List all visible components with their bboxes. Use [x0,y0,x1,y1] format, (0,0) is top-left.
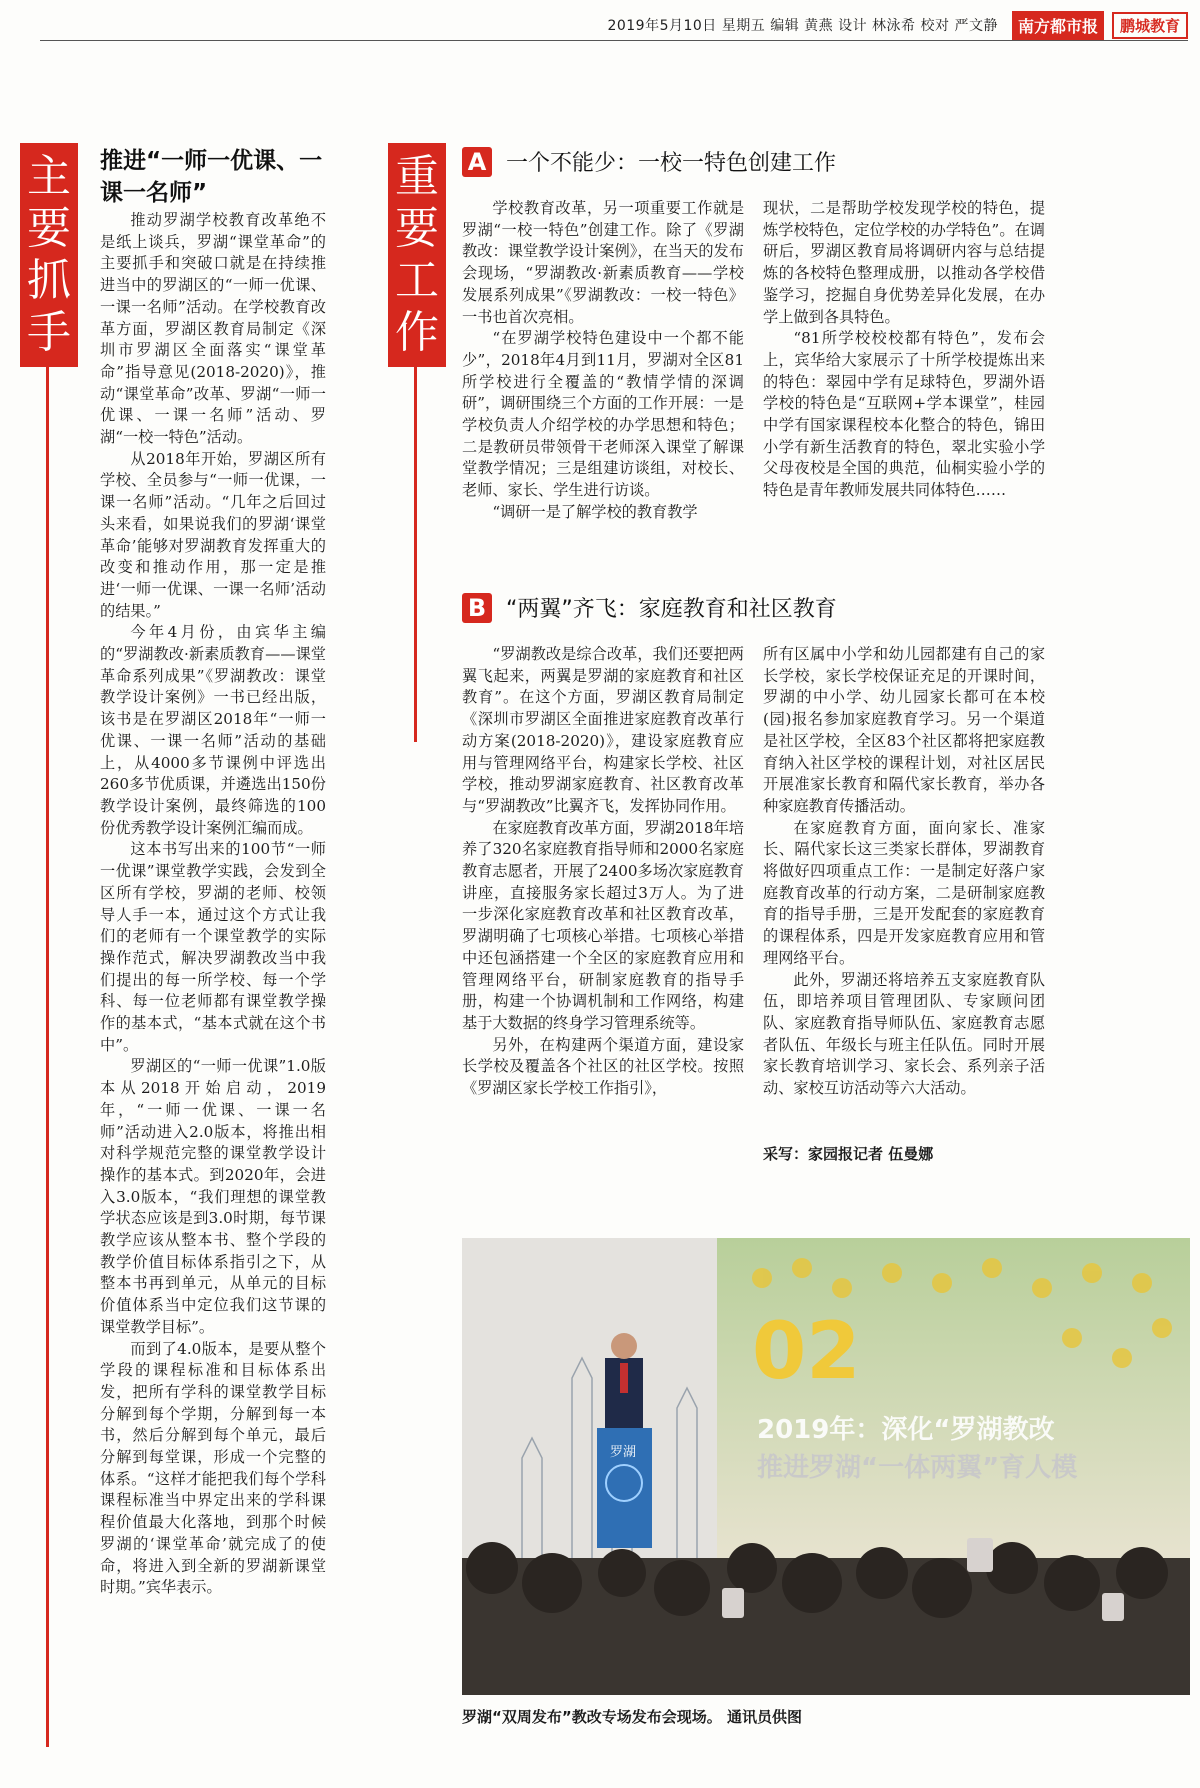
paragraph: 推动罗湖学校教育改革绝不是纸上谈兵，罗湖“课堂革命”的主要抓手和突破口就是在持续推进当中的罗湖区的“一师一优课、一课一名师”活动。在学校教育改革方面，罗湖区教育局制定《深圳市罗湖区全面落实“课堂革命”指导意见(2018-2020)》，推动“课堂革命”改革、罗湖“一师一优课、一课一名师”活动、罗湖“一校一特色”活动。 [100,211,326,447]
tag-char: 要 [395,203,439,254]
paragraph: 在家庭教育方面，面向家长、准家长、隔代家长这三类家长群体，罗湖教育将做好四项重点工作：一是制定好落户家庭教育改革的行动方案，二是研制家庭教育的指导手册，三是开发配套的家庭教育的课程体系，四是开发家庭教育应用和管理网络平台。 [763,818,1045,967]
paragraph: 这本书写出来的100节“一师一优课”课堂教学实践，会发到全区所有学校，罗湖的老师、校领导人手一本，通过这个方式让我们的老师有一个课堂教学的实际操作范式，解决罗湖教改当中我们提出的每一所学校、每一个学科、每一位老师都有课堂教学操作的基本式，“基本式就在这个书中”。 [100,840,326,1054]
paragraph: 罗湖区的“一师一优课”1.0版本从2018开始启动，2019年，“一师一优课、一课一名师”活动进入2.0版本，将推出相对科学规范完整的课堂教学设计操作的基本式。到2020年，会进入3.0版本，“我们理想的课堂教学状态应该是到3.0时期，每节课教学应该从整本书、整个学段的教学价值目标体系指引之下，从整本书再到单元，从单元的目标价值体系当中定位我们这节课的课堂教学目标”。 [100,1057,326,1336]
section-letter-b: B [462,593,492,623]
issue-meta: 2019年5月10日 星期五 编辑 黄燕 设计 林泳希 校对 严文静 [607,18,998,34]
event-photo [462,1238,1190,1695]
section-b-title: “两翼”齐飞：家庭教育和社区教育 [506,597,837,622]
paragraph: “调研一是了解学校的教育教学 [492,502,698,521]
mid-section-tag [388,143,446,367]
section-a-col1 [462,198,744,524]
tag-char: 工 [395,255,439,306]
event-photo-illustration [462,1238,1190,1695]
left-article-body [100,210,326,1599]
paragraph: 学校教育改革，另一项重要工作就是罗湖“一校一特色”创建工作。除了《罗湖教改：课堂教学设计案例》，在当天的发布会现场，“罗湖教改·新素质教育——学校发展系列成果”《罗湖教改：一校一特色》一书也首次亮相。 [462,199,744,326]
paragraph: 另外，在构建两个渠道方面，建设家长学校及覆盖各个社区的社区学校。按照《罗湖区家长学校工作指引》， [462,1035,744,1098]
paragraph: 此外，罗湖还将培养五支家庭教育队伍，即培养项目管理团队、专家顾问团队、家庭教育指导师队伍、家庭教育志愿者队伍、年级长与班主任队伍。同时开展家长教育培训学习、家长会、系列亲子活动、家校互访活动等六大活动。 [763,970,1045,1098]
tag-char: 抓 [27,255,71,306]
tag-char: 重 [395,151,439,202]
paragraph: “在罗湖学校特色建设中一个都不能少”，2018年4月到11月，罗湖对全区81所学校进行全覆盖的“教情学情的深调研”，调研围绕三个方面的工作开展：一是学校负责人介绍学校的办学思想和特色；二是教研员带领骨干老师深入课堂了解课堂教学情况；三是组建访谈组，对校长、老师、家长、学生进行访谈。 [462,329,744,500]
left-divider [46,362,49,1747]
screen-number: 02 [752,1307,861,1397]
tag-char: 主 [27,151,71,202]
mid-divider [414,362,417,742]
byline: 采写：家园报记者 伍曼娜 [763,1145,934,1163]
screen-line1: 2019年：深化“罗湖教改 [757,1415,1055,1445]
tag-char: 手 [27,307,71,358]
tag-char: 作 [395,307,439,358]
page-header [40,10,1188,41]
left-headline: 推进“一师一优课、一课一名师” [100,148,323,206]
section-b-col2 [763,644,1045,1100]
section-letter-a: A [462,147,492,177]
section-a-heading [462,146,836,177]
screen-line2: 推进罗湖“一体两翼”育人模 [757,1453,1078,1483]
photo-caption: 罗湖“双周发布”教改专场发布会现场。 通讯员供图 [462,1708,802,1726]
section-a-title: 一个不能少：一校一特色创建工作 [506,151,837,176]
section-logo: 鹏城教育 [1112,12,1188,39]
paragraph: “81所学校校校都有特色”，发布会上，宾华给大家展示了十所学校提炼出来的特色：翠园中学有足球特色，罗湖外语学校的特色是“互联网+学本课堂”，桂园中学有国家课程校本化整合的特色，锦田小学有新生活教育的特色，翠北实验小学父母夜校是全国的典范，仙桐实验小学的特色是青年教师发展共同体特色…… [763,329,1045,500]
newspaper-logo: 南方都市报 [1012,11,1104,40]
paragraph: 现状，二是帮助学校发现学校的特色，提炼学校特色，定位学校的办学特色”。在调研后，罗湖区教育局将调研内容与总结提炼的各校特色整理成册，以推动各学校借鉴学习，挖掘自身优势差异化发展，在办学上做到各具特色。 [763,199,1045,326]
left-section-tag [20,143,78,367]
paragraph: 所有区属中小学和幼儿园都建有自己的家长学校，家长学校保证充足的开课时间，罗湖的中小学、幼儿园家长都可在本校(园)报名参加家庭教育学习。另一个渠道是社区学校，全区83个社区都将把家庭教育纳入社区学校的课程计划，对社区居民开展准家长教育和隔代家长教育，举办各种家庭教育传播活动。 [763,645,1045,815]
section-b-col1 [462,644,744,1100]
paragraph: 从2018年开始，罗湖区所有学校、全员参与“一师一优课，一课一名师”活动。“几年之后回过头来看，如果说我们的罗湖‘课堂革命’能够对罗湖教育发挥重大的改变和推动作用，那一定是推进‘一师一优课、一课一名师’活动的结果。” [100,449,326,620]
tag-char: 要 [27,203,71,254]
section-b-heading [462,592,837,623]
section-a-col2 [763,198,1045,502]
paragraph: 而到了4.0版本，是要从整个学段的课程标准和目标体系出发，把所有学科的课堂教学目标分解到每个学期，分解到每一本书，然后分解到每个单元，最后分解到每堂课，形成一个完整的体系。“这样才能把我们每个学科课程标准当中界定出来的学科课程价值最大化落地，到那个时候罗湖的‘课堂革命’就完成了的使命，将进入到全新的罗湖新课堂时期。”宾华表示。 [100,1339,326,1597]
paragraph: “罗湖教改是综合改革，我们还要把两翼飞起来，两翼是罗湖的家庭教育和社区教育”。在这个方面，罗湖区教育局制定《深圳市罗湖区全面推进家庭教育改革行动方案(2018-2020)》，建设家庭教育应用与管理网络平台，构建家长学校、社区学校，推动罗湖家庭教育、社区教育改革与“罗湖教改”比翼齐飞，发挥协同作用。 [462,645,744,815]
podium-logo: 罗湖 [610,1445,637,1460]
paragraph: 在家庭教育改革方面，罗湖2018年培养了320名家庭教育指导师和2000名家庭教育志愿者，开展了2400多场次家庭教育讲座，直接服务家长超过3万人。为了进一步深化家庭教育改革和社区教育改革，罗湖明确了七项核心举措。七项核心举措中还包涵搭建一个全区的家庭教育应用和管理网络平台，研制家庭教育的指导手册，构建一个协调机制和工作网络，构建基于大数据的终身学习管理系统等。 [462,818,744,1032]
paragraph: 今年4月份，由宾华主编的“罗湖教改·新素质教育——课堂革命系列成果”《罗湖教改：课堂教学设计案例》一书已经出版，该书是在罗湖区2018年“一师一优课、一课一名师”活动的基础上，从4000多节课例中评选出260多节优质课，并遴选出150份教学设计案例，最终筛选的100份优秀教学设计案例汇编而成。 [100,623,326,837]
